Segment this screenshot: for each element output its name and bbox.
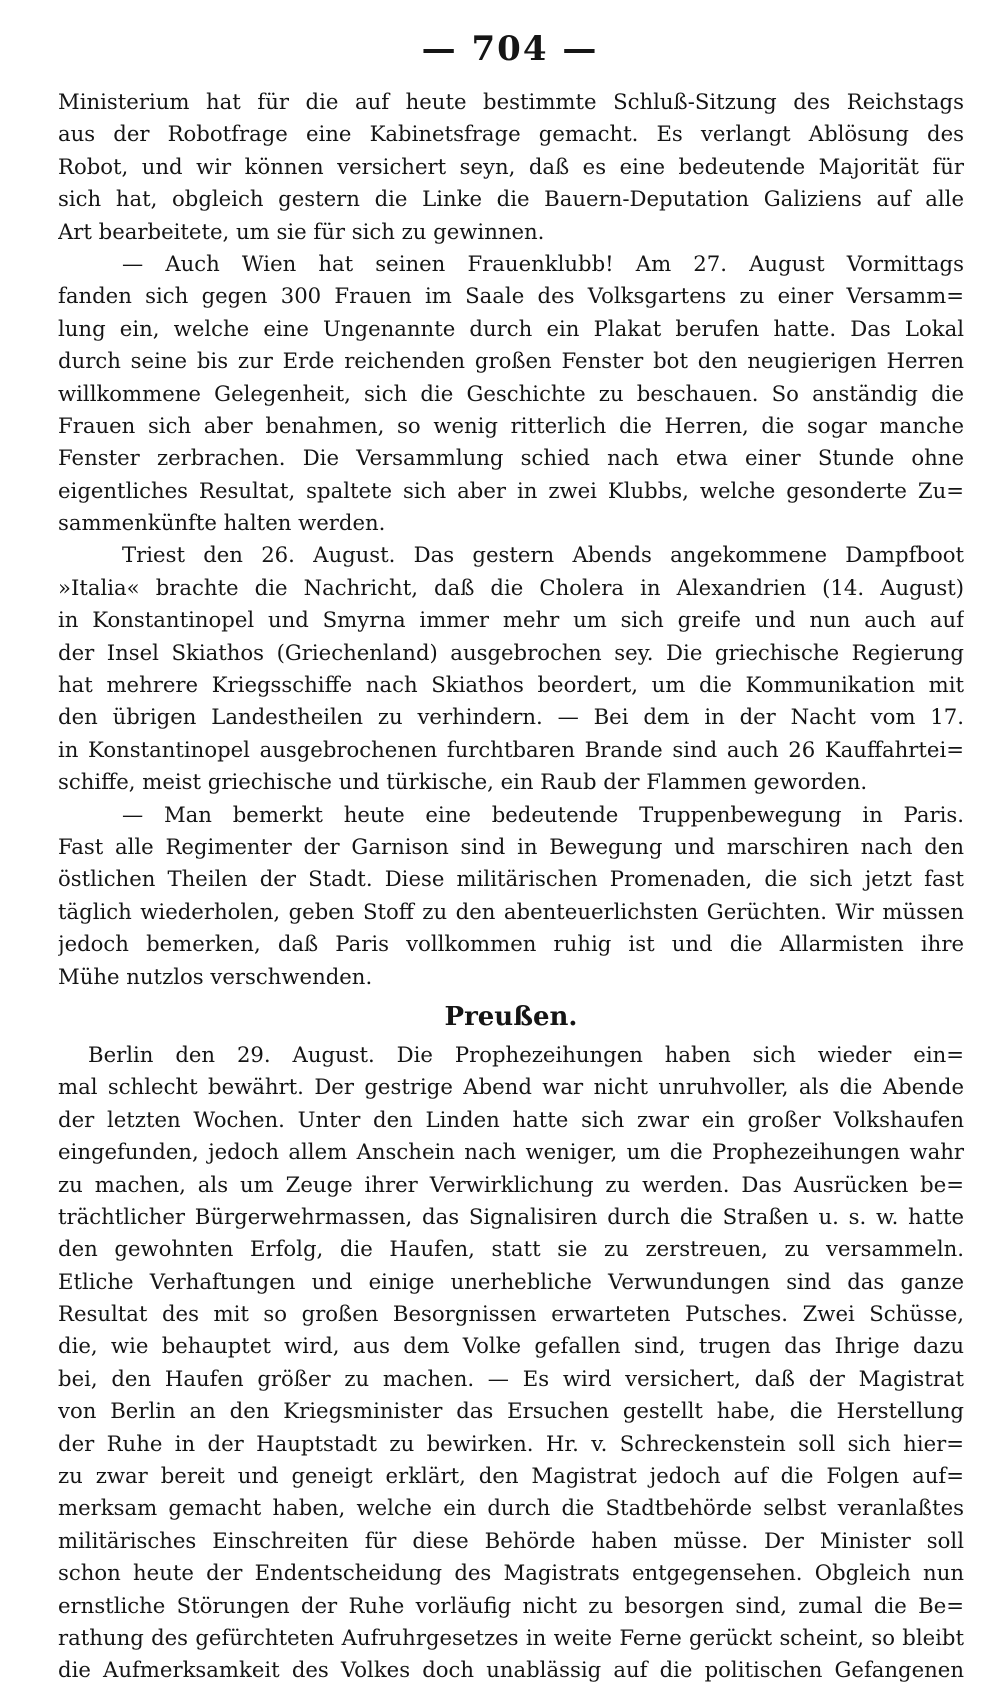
text-line: zu machen, als um Zeuge ihrer Verwirklichung zu werden. Das Ausrücken be= bbox=[58, 1171, 964, 1197]
text-line: hat mehrere Kriegsschiffe nach Skiathos beordert, um die Kommunikation mit bbox=[58, 672, 964, 698]
paragraph-triest bbox=[58, 539, 964, 798]
text-line: den übrigen Landestheilen zu verhindern. — Bei dem in der Nacht vom 17. bbox=[58, 704, 964, 730]
text-line: militärisches Einschreiten für diese Behörde haben müsse. Der Minister soll bbox=[58, 1527, 964, 1553]
text-line: Etliche Verhaftungen und einige unerhebliche Verwundungen sind das ganze bbox=[58, 1268, 964, 1294]
text-line: durch seine bis zur Erde reichenden großen Fenster bot den neugierigen Herren bbox=[58, 348, 964, 374]
text-line: aus der Robotfrage eine Kabinetsfrage gemacht. Es verlangt Ablösung des bbox=[58, 121, 964, 147]
text-line: der Ruhe in der Hauptstadt zu bewirken. Hr. v. Schreckenstein soll sich hier= bbox=[58, 1430, 964, 1456]
paragraph-reichstag bbox=[58, 86, 964, 248]
text-line: Fast alle Regimenter der Garnison sind in Bewegung und marschiren nach den bbox=[58, 833, 964, 859]
text-line: »Italia« brachte die Nachricht, daß die Cholera in Alexandrien (14. August) bbox=[58, 574, 964, 600]
paragraph-berlin bbox=[58, 1039, 964, 1687]
text-line: Ministerium hat für die auf heute bestimmte Schluß-Sitzung des Reichstags bbox=[58, 89, 964, 114]
text-line: Robot, und wir können versichert seyn, daß es eine bedeutende Majorität für bbox=[58, 153, 964, 179]
text-line: jedoch bemerken, daß Paris vollkommen ruhig ist und die Allarmisten ihre bbox=[58, 931, 964, 957]
text-line: der Insel Skiathos (Griechenland) ausgebrochen sey. Die griechische Regierung bbox=[58, 639, 964, 665]
text-line: östlichen Theilen der Stadt. Diese militärischen Promenaden, die sich jetzt fast bbox=[58, 866, 964, 892]
text-line: mal schlecht bewährt. Der gestrige Abend war nicht unruhvoller, als die Abende bbox=[58, 1074, 964, 1100]
text-line: von Berlin an den Kriegsminister das Ersuchen gestellt habe, die Herstellung bbox=[58, 1398, 964, 1424]
text-line: Triest den 26. August. Das gestern Abends angekommene Dampfboot bbox=[122, 542, 964, 568]
text-line: Berlin den 29. August. Die Prophezeihungen haben sich wieder ein= bbox=[88, 1041, 964, 1067]
text-line: — Man bemerkt heute eine bedeutende Truppenbewegung in Paris. bbox=[122, 801, 964, 827]
page-number: — 704 — bbox=[421, 29, 599, 69]
text-line: den gewohnten Erfolg, die Haufen, statt sie zu zerstreuen, zu versammeln. bbox=[58, 1236, 964, 1262]
text-line: fanden sich gegen 300 Frauen im Saale des Volksgartens zu einer Versamm= bbox=[58, 283, 964, 309]
text-line: die Aufmerksamkeit des Volkes doch unablässig auf die politischen Gefangenen bbox=[58, 1657, 964, 1683]
text-line: merksam gemacht haben, welche ein durch die Stadtbehörde selbst veranlaßtes bbox=[58, 1495, 964, 1521]
text-line: sammenkünfte halten werden. bbox=[58, 510, 386, 536]
text-line: sich hat, obgleich gestern die Linke die Bauern-Deputation Galiziens auf alle bbox=[58, 186, 964, 212]
text-line: Fenster zerbrachen. Die Versammlung schied nach etwa einer Stunde ohne bbox=[58, 445, 964, 471]
text-line: bei, den Haufen größer zu machen. — Es wird versichert, daß der Magistrat bbox=[58, 1365, 964, 1391]
text-line: rathung des gefürchteten Aufruhrgesetzes in weite Ferne gerückt scheint, so bleibt bbox=[58, 1624, 964, 1650]
text-line: täglich wiederholen, geben Stoff zu den abenteuerlichsten Gerüchten. Wir müssen bbox=[58, 898, 964, 924]
text-line: Mühe nutzlos verschwenden. bbox=[58, 963, 373, 989]
text-line: Resultat des mit so großen Besorgnissen erwarteten Putsches. Zwei Schüsse, bbox=[58, 1301, 964, 1327]
text-line: lung ein, welche eine Ungenannte durch ein Plakat berufen hatte. Das Lokal bbox=[58, 315, 964, 341]
text-line: in Konstantinopel ausgebrochenen furchtbaren Brande sind auch 26 Kauffahrtei= bbox=[58, 736, 964, 762]
text-line: zu zwar bereit und geneigt erklärt, den Magistrat jedoch auf die Folgen auf= bbox=[58, 1463, 964, 1489]
text-line: ernstliche Störungen der Ruhe vorläufig nicht zu besorgen sind, zumal die Be= bbox=[58, 1592, 964, 1618]
paragraph-wien-frauenklubb bbox=[58, 248, 964, 540]
text-line: schiffe, meist griechische und türkische, ein Raub der Flammen geworden. bbox=[58, 769, 868, 795]
section-heading: Preußen. bbox=[444, 1001, 578, 1032]
paragraph-paris bbox=[58, 799, 964, 993]
text-line: Frauen sich aber benahmen, so wenig ritterlich die Herren, die sogar manche bbox=[58, 412, 964, 438]
text-line: eingefunden, jedoch allem Anschein nach weniger, um die Prophezeihungen wahr bbox=[58, 1139, 964, 1165]
text-line: schon heute der Endentscheidung des Magistrats entgegensehen. Obgleich nun bbox=[58, 1560, 964, 1586]
text-line: — Auch Wien hat seinen Frauenklubb! Am 27. August Vormittags bbox=[122, 250, 964, 276]
text-line: in Konstantinopel und Smyrna immer mehr um sich greife und nun auch auf bbox=[58, 607, 964, 633]
text-line: der letzten Wochen. Unter den Linden hatte sich zwar ein großer Volkshaufen bbox=[58, 1106, 964, 1132]
text-column bbox=[58, 86, 964, 1687]
text-line: trächtlicher Bürgerwehrmassen, das Signalisiren durch die Straßen u. s. w. hatte bbox=[58, 1203, 964, 1229]
text-line: willkommene Gelegenheit, sich die Geschichte zu beschauen. So anständig die bbox=[58, 380, 964, 406]
text-line: Art bearbeitete, um sie für sich zu gewinnen. bbox=[58, 218, 545, 244]
text-line: eigentliches Resultat, spaltete sich aber in zwei Klubbs, welche gesonderte Zu= bbox=[58, 477, 964, 503]
text-line: die, wie behauptet wird, aus dem Volke gefallen sind, trugen das Ihrige dazu bbox=[58, 1333, 964, 1359]
